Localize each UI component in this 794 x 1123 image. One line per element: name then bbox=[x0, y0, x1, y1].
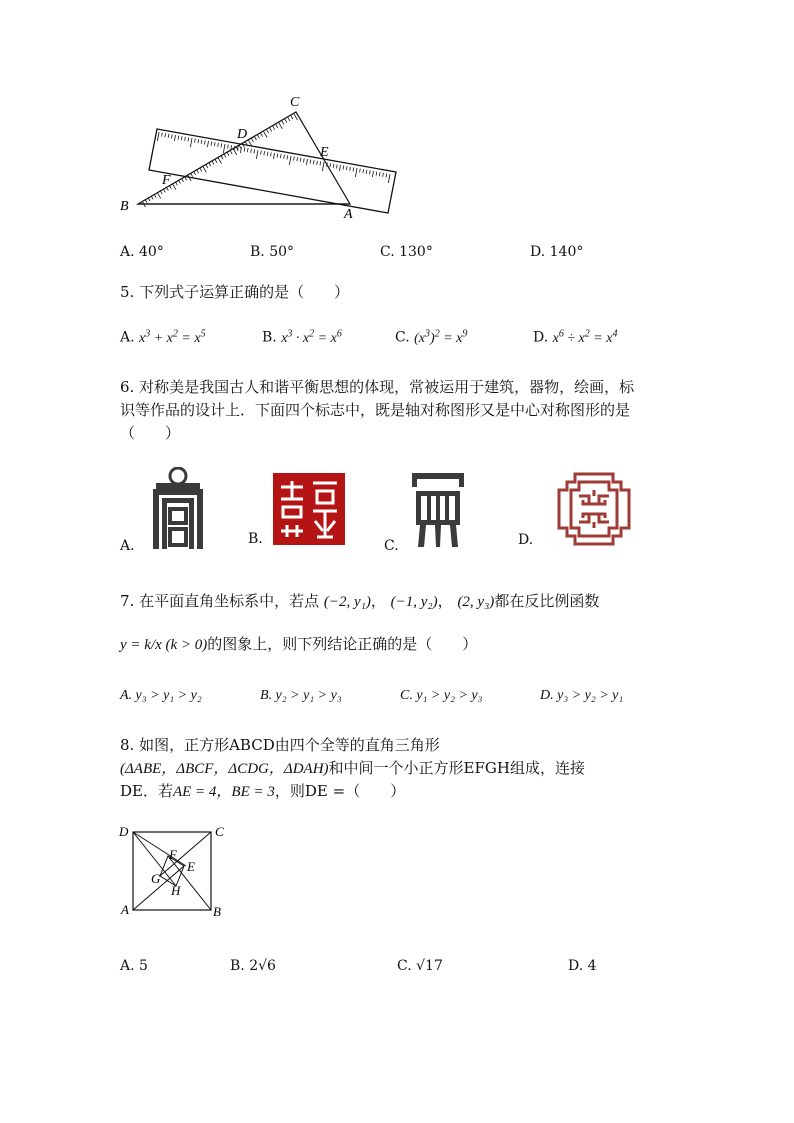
q5-a-expr: $x^3 + x^2 = x^5$ bbox=[139, 328, 206, 346]
label-C: C bbox=[290, 95, 300, 110]
q5-c-prefix: C. bbox=[395, 329, 410, 346]
q7-point1: (−2, y₁) bbox=[323, 594, 371, 610]
q5-option-a[interactable] bbox=[120, 328, 206, 347]
q5-a-prefix: A. bbox=[120, 329, 135, 346]
q6-option-a-label[interactable]: A. bbox=[120, 538, 135, 554]
label-E: E bbox=[320, 145, 329, 160]
label-D: D bbox=[237, 127, 248, 142]
q6-option-b-label[interactable]: B. bbox=[248, 531, 263, 547]
q6-stem-line3: （ ） bbox=[120, 424, 181, 442]
q7-option-a[interactable]: A. y₃ > y₁ > y₂ bbox=[120, 688, 202, 703]
fig8-label-D: D bbox=[119, 824, 129, 839]
q6-stem-line2: 识等作品的设计上．下面四个标志中，既是轴对称图形又是中心对称图形的是 bbox=[120, 401, 631, 419]
q4-option-d[interactable]: D. 140° bbox=[530, 244, 584, 260]
q7-function: y = k/x (k > 0) bbox=[120, 637, 208, 653]
q7-line2-rest: 的图象上，则下列结论正确的是（ ） bbox=[207, 635, 478, 653]
q6-stem-line1: 6. 对称美是我国古人和谐平衡思想的体现，常被运用于建筑，器物，绘画，标 bbox=[120, 378, 635, 396]
fig8-label-E: E bbox=[187, 859, 195, 874]
q7-line2 bbox=[120, 633, 477, 656]
q6-option-c-label[interactable]: C. bbox=[384, 538, 399, 554]
q8-option-a[interactable]: A. 5 bbox=[120, 958, 148, 974]
q5-b-expr: $x^3 \cdot x^2 = x^6$ bbox=[281, 328, 342, 346]
label-F: F bbox=[162, 173, 171, 188]
q5-d-expr: $x^6 \div x^2 = x^4$ bbox=[552, 328, 618, 346]
q5-b-prefix: B. bbox=[262, 329, 277, 346]
q8-option-c[interactable]: C. √17 bbox=[397, 958, 443, 974]
q7-point2: (−1, y₂) bbox=[390, 594, 438, 610]
q6-logo-c[interactable] bbox=[410, 471, 466, 547]
q7-option-b[interactable]: B. y₂ > y₁ > y₃ bbox=[260, 688, 342, 703]
q7-option-c[interactable]: C. y₁ > y₂ > y₃ bbox=[400, 688, 483, 703]
q4-option-a[interactable]: A. 40° bbox=[120, 244, 164, 260]
q8-triangles: (ΔABE，ΔBCF，ΔCDG，ΔDAH) bbox=[120, 761, 329, 777]
q5-stem: 5. 下列式子运算正确的是（ ） bbox=[120, 283, 350, 301]
q8-given: AE = 4，BE = 3 bbox=[172, 784, 275, 800]
q8-line3 bbox=[120, 780, 405, 803]
q8-line3-b: ，则DE =（ ） bbox=[274, 782, 406, 800]
q7-point3: (2, y₃) bbox=[457, 594, 495, 610]
q4-figure bbox=[110, 92, 410, 222]
q6-logo-d[interactable] bbox=[555, 470, 633, 548]
q7-line1: 7. 在平面直角坐标系中，若点 (−2, y₁)， (−1, y₂)， (2, y₃)都在反比例函数 bbox=[120, 592, 600, 610]
q5-option-c[interactable] bbox=[395, 328, 467, 347]
q5-d-prefix: D. bbox=[533, 329, 549, 346]
fig8-label-B: B bbox=[213, 904, 221, 919]
fig8-label-A: A bbox=[121, 902, 129, 917]
q4-option-c[interactable]: C. 130° bbox=[380, 244, 433, 260]
q8-line2-b: 和中间一个小正方形EFGH组成，连接 bbox=[328, 759, 585, 777]
q8-option-d[interactable]: D. 4 bbox=[568, 958, 597, 974]
q8-line2 bbox=[120, 757, 585, 780]
label-B: B bbox=[120, 199, 129, 214]
q5-option-b[interactable] bbox=[262, 328, 342, 347]
q7-after-points: 都在反比例函数 bbox=[494, 592, 600, 610]
q4-option-b[interactable]: B. 50° bbox=[250, 244, 295, 260]
q5-option-d[interactable] bbox=[533, 328, 617, 347]
q6-logo-b[interactable] bbox=[273, 473, 345, 545]
q5-c-expr: $(x^3)^2 = x^9$ bbox=[414, 328, 468, 346]
q8-option-b[interactable]: B. 2√6 bbox=[230, 958, 276, 974]
fig8-label-G: G bbox=[151, 871, 161, 886]
fig8-label-F: F bbox=[169, 847, 177, 862]
q8-line3-a: DE．若 bbox=[120, 782, 173, 800]
ruler-shape bbox=[149, 129, 396, 213]
square-abcd bbox=[133, 832, 211, 910]
q7-option-d[interactable]: D. y₃ > y₂ > y₁ bbox=[540, 688, 624, 703]
q7-number: 7. 在平面直角坐标系中，若点 bbox=[120, 592, 320, 610]
fig8-label-C: C bbox=[215, 824, 224, 839]
q8-line1: 8. 如图，正方形ABCD由四个全等的直角三角形 bbox=[120, 736, 440, 754]
label-A: A bbox=[344, 207, 353, 222]
fig8-label-H: H bbox=[171, 883, 181, 898]
q6-option-d-label[interactable]: D. bbox=[518, 532, 534, 548]
q6-logo-a[interactable] bbox=[148, 467, 208, 549]
q8-figure bbox=[116, 822, 236, 922]
